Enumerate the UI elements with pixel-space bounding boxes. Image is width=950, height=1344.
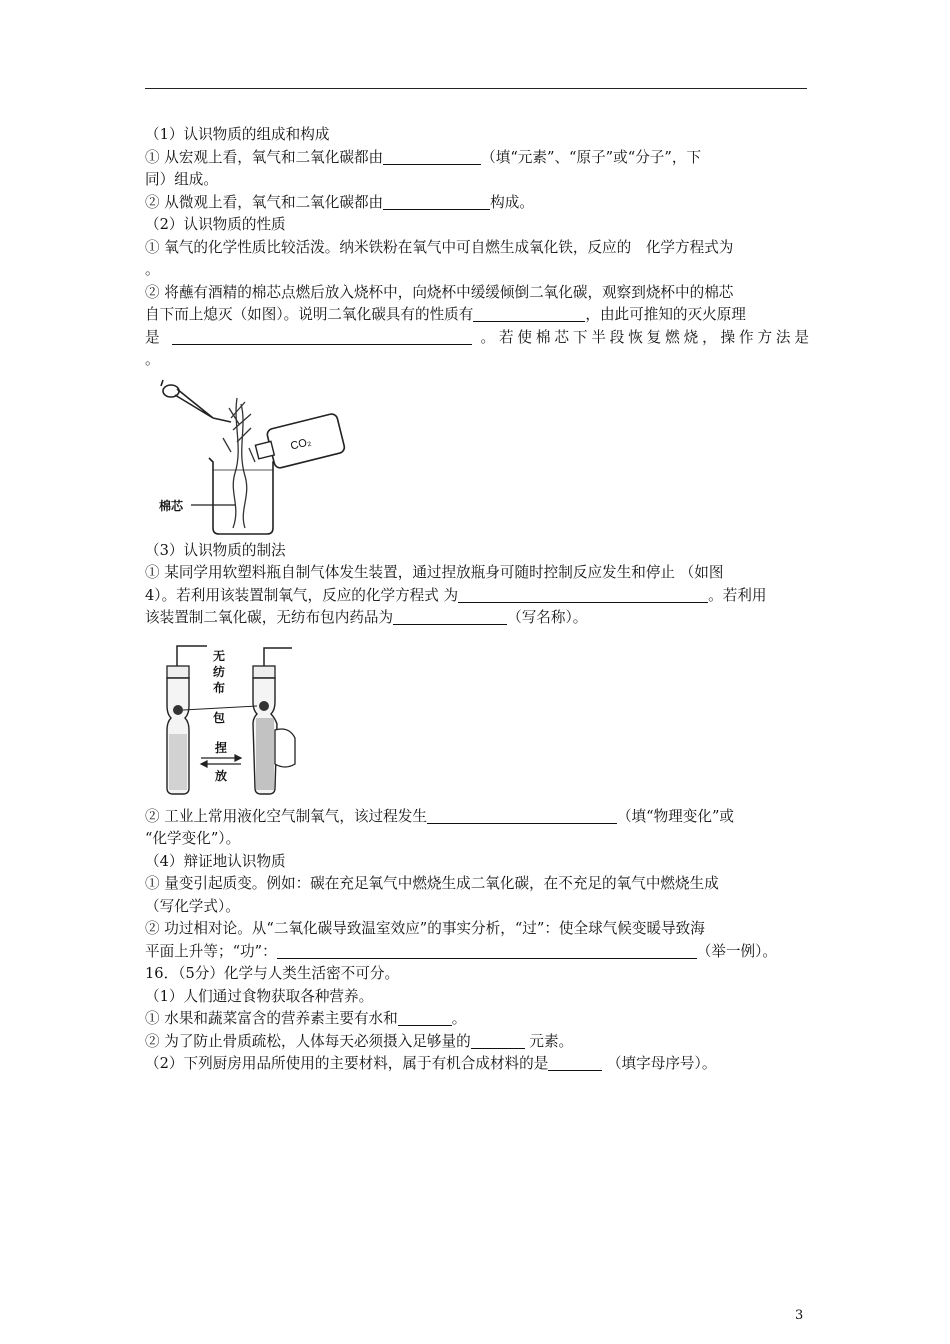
s2-q2-line2: 自下而上熄灭（如图）。说明二氧化碳具有的性质有 ，由此可推知的灭火原理 [145,306,746,323]
answer-blank[interactable] [383,148,481,165]
s3-q2-line1: ② 工业上常用液化空气制氧气，该过程发生 （填“物理变化”或 [145,807,735,825]
document-body [145,124,809,1076]
co2-bottle-label: CO₂ [289,435,313,453]
squeeze-label: 捏 [215,740,228,755]
s1-q1-line1: ① 从宏观上看，氧气和二氧化碳都由 （填“元素”、“原子”或“分子”，下 [145,148,702,166]
bag-label-char: 布 [213,680,226,695]
hand-icon [275,729,295,767]
bottle-right-icon [253,666,277,794]
section2-heading: （2）认识物质的性质 [145,216,286,233]
q16-q3-line: （2）下列厨房用品所使用的主要材料，属于有机合成材料的是 （填字母序号）。 [145,1055,717,1072]
answer-blank[interactable] [398,1009,452,1026]
answer-blank[interactable] [393,608,507,625]
s4-q1-line2: （写化学式）。 [145,897,240,915]
q16-q1-line: ① 水果和蔬菜富含的营养素主要有水和 。 [145,1010,467,1027]
plastic-bottle-generator-illustration [157,638,297,798]
bag-label-char: 无 [213,648,226,663]
page-number: 3 [795,1308,804,1323]
bag-label-char: 纺 [213,664,226,679]
answer-blank[interactable] [383,193,490,210]
bag-label-char: 包 [213,710,226,725]
answer-blank[interactable] [548,1054,602,1071]
wick-label: 棉芯 [159,498,184,513]
section4-heading: （4）辩证地认识物质 [145,852,286,870]
s1-q2-line: ② 从微观上看，氧气和二氧化碳都由 构成。 [145,193,534,211]
s1-q1-line2: 同）组成。 [145,171,218,188]
s3-q1-line2: 4）。若利用该装置制氧气，反应的化学方程式 为 。若利用 [145,586,767,604]
s2-q2-line1: ② 将蘸有酒精的棉芯点燃后放入烧杯中，向烧杯中缓缓倾倒二氧化碳，观察到烧杯中的棉芯 [145,283,734,301]
wick-beaker-illustration [151,378,351,536]
section3-heading: （3）认识物质的制法 [145,541,286,559]
q16-part1-heading: （1）人们通过食物获取各种营养。 [145,987,374,1005]
q16-q2-line: ② 为了防止骨质疏松，人体每天必须摄入足够量的 元素。 [145,1032,574,1050]
s3-q2-line2: “化学变化”）。 [145,830,241,847]
squeeze-release-arrows-icon [201,755,241,767]
cotton-wick-icon [223,398,255,528]
s2-q2-line4: 。 [145,351,160,368]
s4-q2-line1: ② 功过相对论。从“二氧化碳导致温室效应”的事实分析，“过”：使全球气候变暖导致海 [145,920,705,937]
s4-q2-line2: 平面上升等；“功”： （举一例）。 [145,942,777,960]
question16-title: 16．（5分）化学与人类生活密不可分。 [145,965,400,982]
s3-q1-line1: ① 某同学用软塑料瓶自制气体发生装置，通过捏放瓶身可随时控制反应发生和停止 （如图 [145,564,724,581]
s3-q1-line3: 该装置制二氧化碳，无纺布包内药品为 （写名称）。 [145,609,588,626]
answer-blank[interactable] [172,328,472,345]
answer-blank[interactable] [427,807,617,824]
figure-gas-generator [145,630,809,806]
figure-cotton-wick-co2 [145,372,809,540]
s2-q2-line3: 是 。若使棉芯下半段恢复燃烧，操作方法是 [145,328,809,346]
bottle-left-icon [167,666,189,794]
s2-q1-line2: 。 [145,261,160,278]
answer-blank[interactable] [471,1032,525,1049]
answer-blank[interactable] [458,586,708,603]
co2-bottle-icon [252,412,345,472]
s2-q1-line1: ① 氧气的化学性质比较活泼。纳米铁粉在氧气中可自燃生成氧化铁，反应的 化学方程式为 [145,238,734,256]
answer-blank[interactable] [277,942,697,959]
s4-q1-line1: ① 量变引起质变。例如：碳在充足氧气中燃烧生成二氧化碳，在不充足的氧气中燃烧生成 [145,875,719,892]
delivery-tube-icon [177,646,292,666]
answer-blank[interactable] [473,305,585,322]
section1-heading: （1）认识物质的组成和构成 [145,126,330,143]
header-rule [145,88,807,89]
release-label: 放 [215,768,228,783]
